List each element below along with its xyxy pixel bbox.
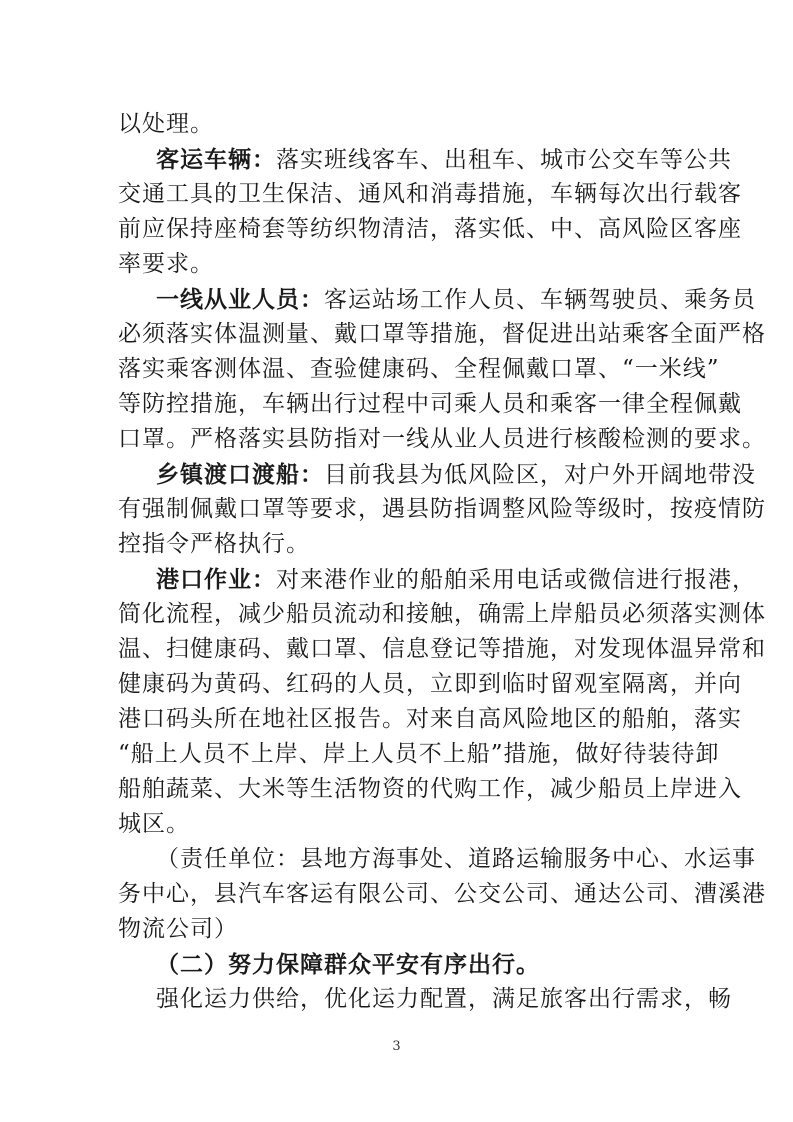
section-heading [156, 953, 540, 976]
text: （责任单位：县地方海事处、道路运输服务中心、水运事 [156, 846, 756, 872]
text-line [118, 533, 310, 556]
text: “船上人员不上岸、岸上人员不上船”措施，做好待装待卸 [118, 741, 720, 767]
text: （二）努力保障群众平安有序出行。 [156, 951, 540, 978]
text: 目前我县为低风险区，对户外开阔地带没 [324, 462, 756, 488]
text-line [118, 813, 190, 836]
text: 务中心，县汽车客运有限公司、公交公司、通达公司、漕溪港 [118, 881, 766, 907]
text-line [118, 358, 720, 381]
text: 口罩。严格落实县防指对一线从业人员进行核酸检测的要求。 [118, 426, 766, 452]
text-line [118, 638, 766, 661]
text-line [118, 393, 742, 416]
text: 简化流程，减少船员流动和接触，确需上岸船员必须落实测体 [118, 601, 766, 627]
text: 落实班线客车、出租车、城市公交车等公共 [276, 147, 732, 173]
paragraph-heading: 一线从业人员： [156, 286, 324, 313]
paragraph-frontline-staff [156, 288, 756, 312]
text-line [118, 883, 766, 906]
text-line [118, 603, 766, 626]
text-line [118, 673, 742, 696]
text: 以处理。 [118, 111, 214, 137]
text: 客运站场工作人员、车辆驾驶员、乘务员 [324, 287, 756, 313]
text-line [118, 428, 766, 451]
text: 物流公司） [118, 916, 238, 942]
text-line [118, 323, 766, 346]
text: 率要求。 [118, 251, 214, 277]
text-line [118, 218, 742, 241]
text-line [118, 113, 214, 136]
paragraph-ferries [156, 463, 756, 487]
text: 船舶蔬菜、大米等生活物资的代购工作，减少船员上岸进入 [118, 776, 742, 802]
text-line [118, 498, 766, 521]
paragraph-port-operations [156, 568, 756, 592]
text-line [156, 988, 732, 1011]
text: 等防控措施，车辆出行过程中司乘人员和乘客一律全程佩戴 [118, 391, 742, 417]
text: 强化运力供给，优化运力配置，满足旅客出行需求，畅 [156, 986, 732, 1012]
text-line [118, 253, 214, 276]
paragraph-heading: 客运车辆： [156, 146, 276, 173]
paragraph-passenger-vehicles [156, 148, 732, 172]
paragraph-heading: 港口作业： [156, 566, 276, 593]
text: 健康码为黄码、红码的人员，立即到临时留观室隔离，并向 [118, 671, 742, 697]
text: 交通工具的卫生保洁、通风和消毒措施，车辆每次出行载客 [118, 181, 742, 207]
text: 必须落实体温测量、戴口罩等措施，督促进出站乘客全面严格 [118, 321, 766, 347]
text: 对来港作业的船舶采用电话或微信进行报港， [276, 567, 756, 593]
page-number: 3 [392, 1039, 401, 1054]
paragraph-heading: 乡镇渡口渡船： [156, 461, 324, 488]
text-line [118, 708, 742, 731]
text: 控指令严格执行。 [118, 531, 310, 557]
text-line [118, 918, 238, 941]
text: 落实乘客测体温、查验健康码、全程佩戴口罩、“一米线” [118, 356, 720, 382]
text-line [118, 778, 742, 801]
text: 温、扫健康码、戴口罩、信息登记等措施，对发现体温异常和 [118, 636, 766, 662]
text: 前应保持座椅套等纺织物清洁，落实低、中、高风险区客座 [118, 216, 742, 242]
text-line [118, 183, 742, 206]
text-line [118, 743, 720, 766]
text: 城区。 [118, 811, 190, 837]
responsible-units [156, 848, 756, 871]
text: 有强制佩戴口罩等要求，遇县防指调整风险等级时，按疫情防 [118, 496, 766, 522]
text: 港口码头所在地社区报告。对来自高风险地区的船舶，落实 [118, 706, 742, 732]
